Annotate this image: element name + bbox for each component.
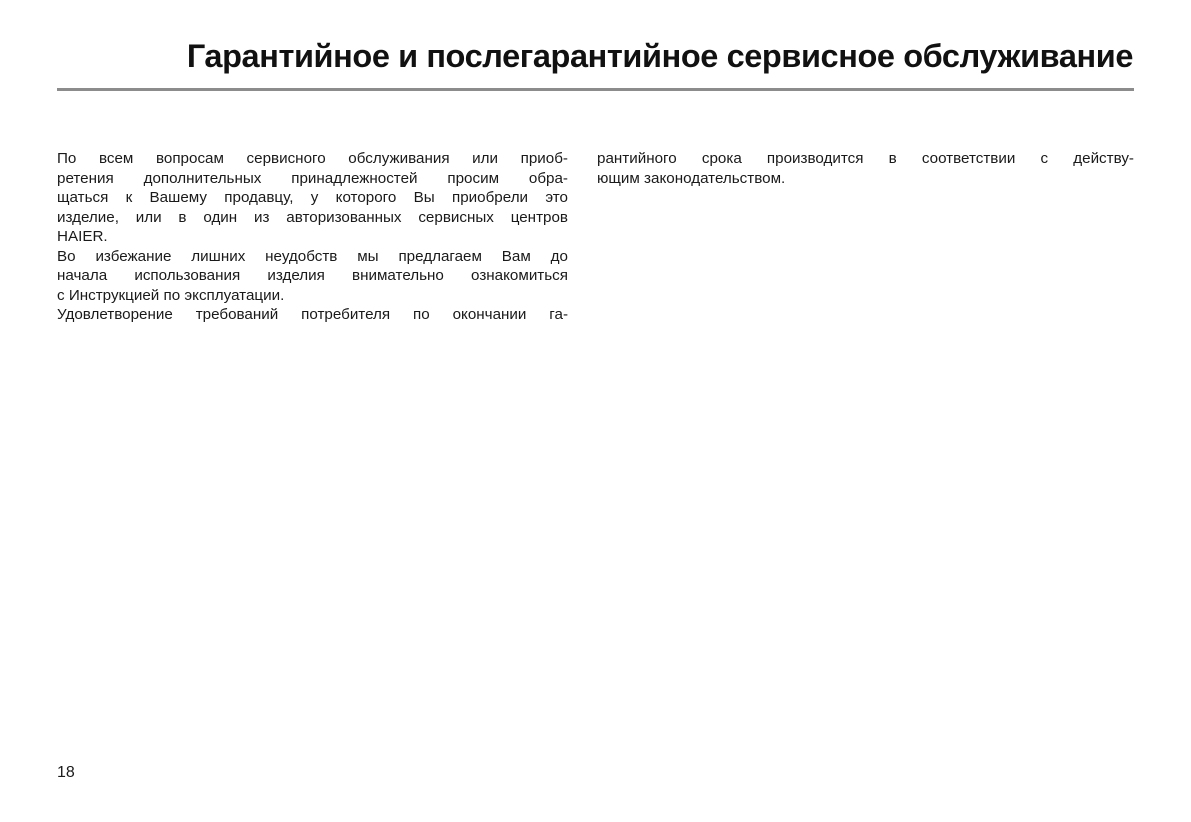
text-line: щаться к Вашему продавцу, у которого Вы приобрели это <box>57 189 568 206</box>
right-column <box>597 149 1134 188</box>
text-line: ретения дополнительных принадлежностей просим обра- <box>57 169 568 187</box>
page-number: 18 <box>57 764 75 781</box>
text-line: рантийного срока производится в соответствии с действу- <box>597 150 1134 167</box>
text-line: HAIER. <box>57 228 108 245</box>
text-line: с Инструкцией по эксплуатации. <box>57 286 285 304</box>
text-line: ющим законодательством. <box>597 169 786 187</box>
text-line: Во избежание лишних неудобств мы предлагаем Вам до <box>57 247 568 265</box>
text-line: По всем вопросам сервисного обслуживания или приоб- <box>57 150 568 167</box>
text-line: начала использования изделия внимательно ознакомиться <box>57 267 568 284</box>
left-column <box>57 149 568 325</box>
text-line: Удовлетворение требований потребителя по окончании га- <box>57 306 568 323</box>
text-line: изделие, или в один из авторизованных сервисных центров <box>57 208 568 226</box>
title-divider <box>57 88 1134 91</box>
page-title: Гарантийное и послегарантийное сервисное обслуживание <box>186 38 1133 74</box>
